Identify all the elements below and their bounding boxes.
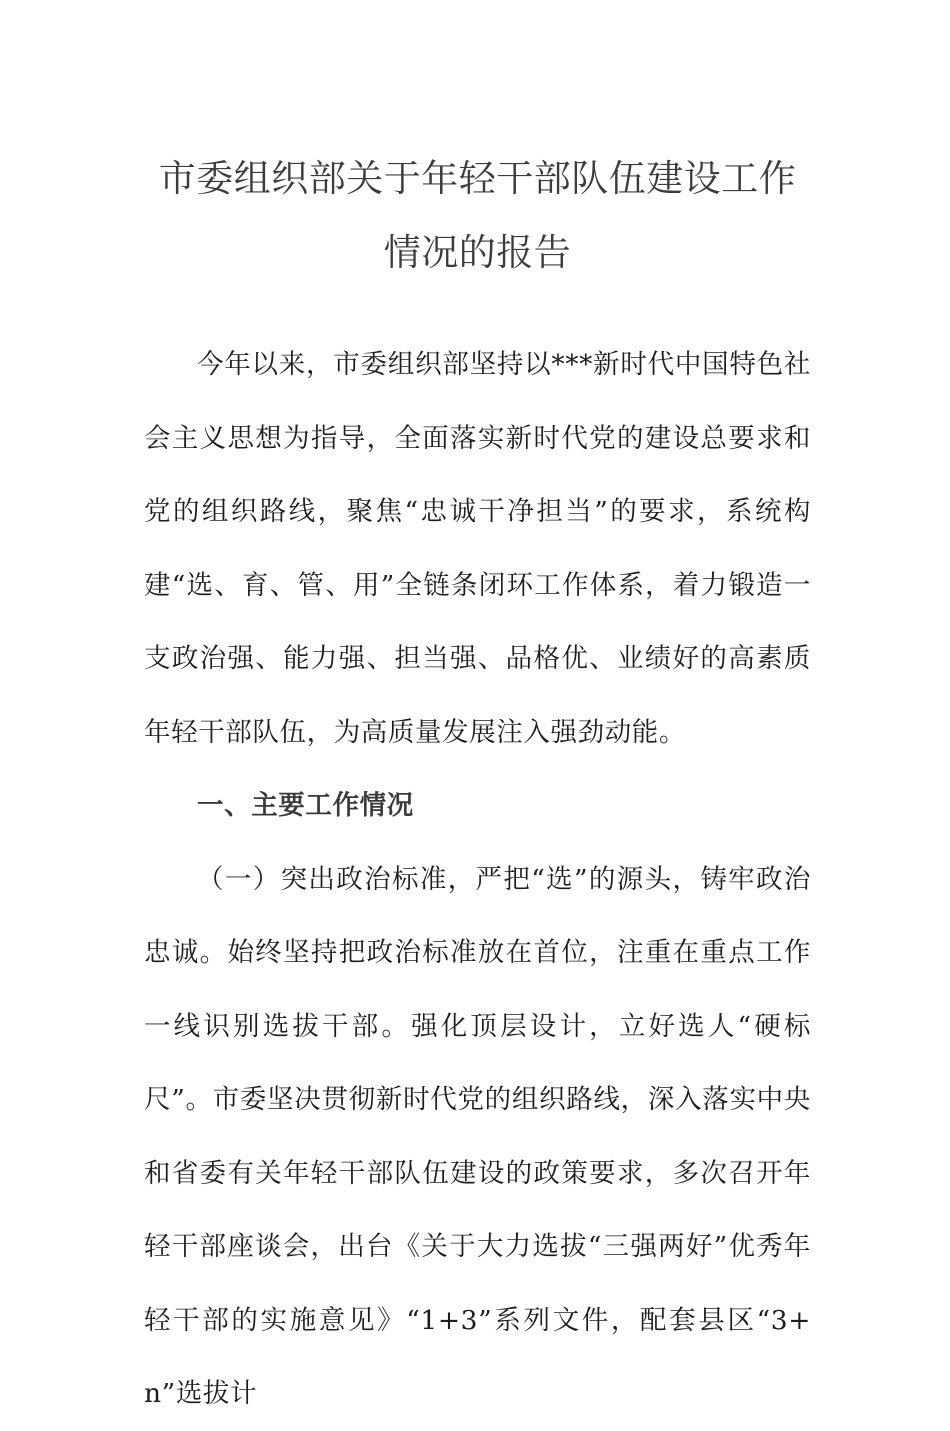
heading-main-work: 一、主要工作情况 [197,790,414,821]
document-content-column [144,0,811,1431]
intro-paragraph: 今年以来，市委组织部坚持以***新时代中国特色社会主义思想为指导，全面落实新时代党的建设总要求和党的组织路线，聚焦“忠诚干净担当”的要求，系统构建“选、育、管、用”全链条闭环工作体系，着力锻造一支政治强、能力强、担当强、品格优、业绩好的高素质年轻干部队伍，为高质量发展注入强劲动能。 [144,349,811,748]
top-margin-spacer [144,0,811,142]
title-bottom-spacer [144,290,811,328]
section-one-paragraph: （一）突出政治标准，严把“选”的源头，铸牢政治忠诚。始终坚持把政治标准放在首位，注重在重点工作一线识别选拔干部。强化顶层设计，立好选人“硬标尺”。市委坚决贯彻新时代党的组织路线，深入落实中央和省委有关年轻干部队伍建设的政策要求，多次召开年轻干部座谈会，出台《关于大力选拔“三强两好”优秀年轻干部的实施意见》“1+3”系列文件，配套县区“3+n”选拔计 [144,863,811,1409]
page-title: 市委组织部关于年轻干部队伍建设工作情况的报告 [158,157,797,274]
